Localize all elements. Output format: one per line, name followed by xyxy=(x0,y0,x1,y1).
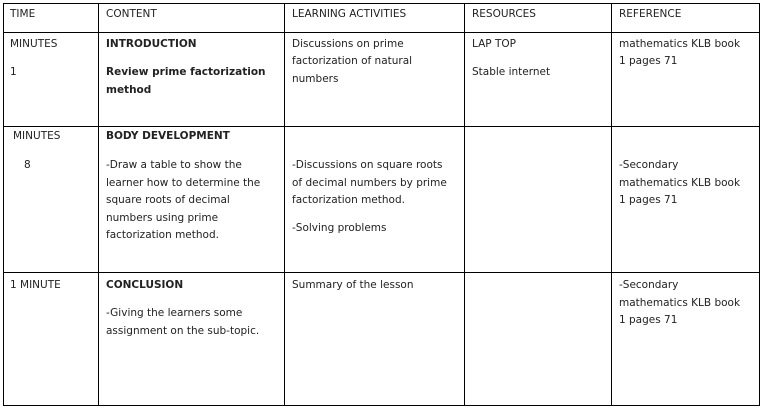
header-reference: REFERENCE xyxy=(619,8,682,20)
content-body-line: numbers using prime xyxy=(106,212,219,224)
reference-line: 1 pages 71 xyxy=(619,194,678,206)
header-resources: RESOURCES xyxy=(472,8,536,20)
content-body-line: assignment on the sub-topic. xyxy=(106,325,260,337)
header-content: CONTENT xyxy=(106,8,157,20)
content-body-line: -Giving the learners some xyxy=(106,307,243,319)
column-divider xyxy=(284,3,285,406)
header-time: TIME xyxy=(10,8,36,20)
time-cell: 8 xyxy=(24,159,31,171)
time-cell: MINUTES xyxy=(10,38,58,50)
content-body-line: -Draw a table to show the xyxy=(106,159,242,171)
content-title: CONCLUSION xyxy=(106,279,184,291)
resource-item: LAP TOP xyxy=(472,38,516,50)
activity-line: of decimal numbers by prime xyxy=(292,177,447,189)
content-body-line: factorization method. xyxy=(106,229,219,241)
activity-line: Summary of the lesson xyxy=(292,279,414,291)
content-body-line: learner how to determine the xyxy=(106,177,261,189)
content-title: BODY DEVELOPMENT xyxy=(106,130,230,142)
time-cell: 1 xyxy=(10,66,17,78)
reference-line: -Secondary xyxy=(619,159,679,171)
time-cell: 1 MINUTE xyxy=(10,279,61,291)
resource-item: Stable internet xyxy=(472,66,551,78)
reference-line: 1 pages 71 xyxy=(619,314,678,326)
activity-line: factorization method. xyxy=(292,194,405,206)
column-divider xyxy=(611,3,612,406)
activity-line: -Discussions on square roots xyxy=(292,159,443,171)
activity-line: Discussions on prime xyxy=(292,38,404,50)
reference-line: mathematics KLB book xyxy=(619,297,741,309)
content-title: INTRODUCTION xyxy=(106,38,197,50)
table-border-bottom xyxy=(3,405,760,406)
table-border-left xyxy=(3,3,4,406)
row-divider xyxy=(3,272,760,273)
header-learning-activities: LEARNING ACTIVITIES xyxy=(292,8,407,20)
reference-line: 1 pages 71 xyxy=(619,55,678,67)
reference-line: mathematics KLB book xyxy=(619,38,741,50)
content-body-line: Review prime factorization xyxy=(106,66,266,78)
content-body-line: square roots of decimal xyxy=(106,194,230,206)
row-divider xyxy=(3,32,760,33)
activity-line: factorization of natural xyxy=(292,55,413,67)
table-border-top xyxy=(3,3,760,4)
reference-line: mathematics KLB book xyxy=(619,177,741,189)
activity-line: numbers xyxy=(292,73,339,85)
column-divider xyxy=(98,3,99,406)
column-divider xyxy=(464,3,465,406)
table-border-right xyxy=(759,3,760,406)
content-body-line: method xyxy=(106,84,152,96)
activity-line: -Solving problems xyxy=(292,222,387,234)
time-cell: MINUTES xyxy=(13,130,61,142)
reference-line: -Secondary xyxy=(619,279,679,291)
